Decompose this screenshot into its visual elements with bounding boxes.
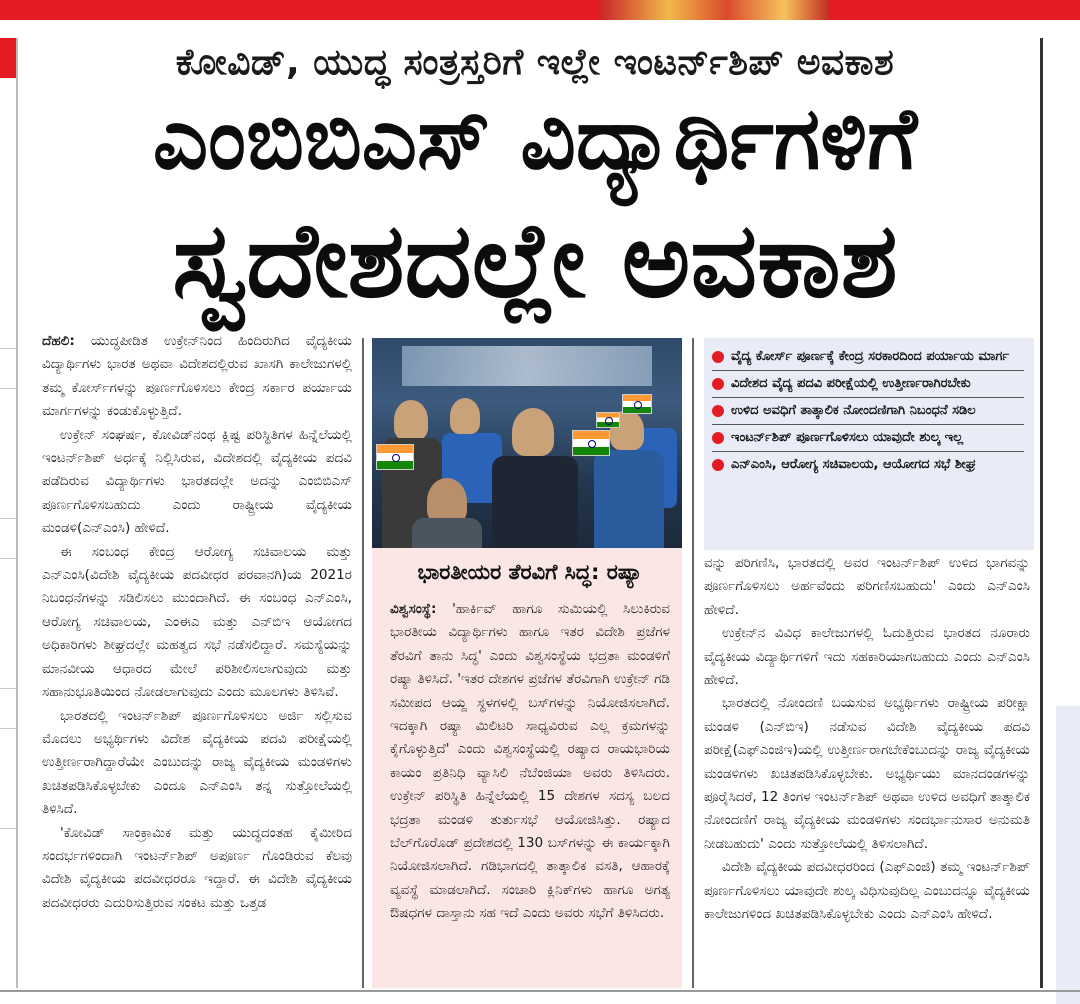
article-paragraph: ವನ್ನು ಪರಿಗಣಿಸಿ, ಭಾರತದಲ್ಲಿ ಅವರ ಇಂಟರ್ನ್‌ಶಿಪ್ ಉಳಿದ ಭಾಗವನ್ನು ಪೂರ್ಣಗೊಳಿಸಲು ಅರ್ಹವೆಂದು ಪರಿಗಣಿಸಬಹುದು' ಎಂದು ಎನ್‌ಎಂಸಿ ಹೇಳಿದೆ. — [704, 555, 1030, 618]
main-article — [42, 330, 352, 915]
indian-flag-icon — [572, 430, 610, 456]
page-bottom-rule — [0, 990, 1080, 992]
column-divider — [692, 338, 694, 988]
highlight-item: ಉಳಿದ ಅವಧಿಗೆ ತಾತ್ಕಾಲಿಕ ನೋಂದಣಿಗಾಗಿ ನಿಬಂಧನೆ ಸಡಿಲ — [712, 398, 1024, 425]
article-paragraph: ಭಾರತದಲ್ಲಿ ಇಂಟರ್ನ್‌ಶಿಪ್ ಪೂರ್ಣಗೊಳಿಸಲು ಅರ್ಜಿ ಸಲ್ಲಿಸುವ ಮೊದಲು ಅಭ್ಯರ್ಥಿಗಳು ವಿದೇಶ ವೈದ್ಯಕೀಯ ಪದವಿ ಪರೀಕ್ಷೆಯಲ್ಲಿ ಉತ್ತೀರ್ಣರಾಗಿದ್ದಾರೆಯೇ ಎಂಬುದನ್ನು ರಾಜ್ಯ ವೈದ್ಯಕೀಯ ಮಂಡಳಿಗಳು ಖಚಿತಪಡಿಸಿಕೊಳ್ಳಬೇಕು ಎಂದೂ ಎನ್‌ಎಂಸಿ ತನ್ನ ಸುತ್ತೋಲೆಯಲ್ಲಿ ತಿಳಿಸಿದೆ. — [42, 707, 352, 818]
indian-flag-icon — [622, 394, 652, 414]
article-paragraph: ಭಾರತದಲ್ಲಿ ನೋಂದಣಿ ಬಯಸುವ ಅಭ್ಯರ್ಥಿಗಳು ರಾಷ್ಟ್ರೀಯ ಪರೀಕ್ಷಾ ಮಂಡಳಿ (ಎನ್‌ಬಿಇ) ನಡೆಸುವ ವಿದೇಶಿ ವೈದ್ಯಕೀಯ ಪದವಿ ಪರೀಕ್ಷೆ(ಎಫ್‌ಎಂಜಿಇ)ಯಲ್ಲಿ ಉತ್ತೀರ್ಣರಾಗಬೇಕೆಂಬುದನ್ನು ರಾಜ್ಯ ವೈದ್ಯಕೀಯ ಮಂಡಳಿಗಳು ಖಚಿತಪಡಿಸಿಕೊಳ್ಳಬೇಕು. ಅಭ್ಯರ್ಥಿಯು ಮಾನದಂಡಗಳನ್ನು ಪೂರೈಸಿದರೆ, 12 ತಿಂಗಳ ಇಂಟರ್ನ್‌ಶಿಪ್ ಅಥವಾ ಉಳಿದ ಅವಧಿಗೆ ತಾತ್ಕಾಲಿಕ ನೋಂದಣಿಗೆ ರಾಜ್ಯ ವೈದ್ಯಕೀಯ ಮಂಡಳಿಗಳು ಸಂದರ್ಭಾನುಸಾರ ಅನುಮತಿ ನೀಡಬಹುದು' ಎಂದು ಸುತ್ತೋಲೆಯಲ್ಲಿ ತಿಳಿಸಲಾಗಿದೆ. — [704, 695, 1031, 852]
adjacent-panel — [1056, 706, 1080, 1004]
bullet-dot-icon — [712, 351, 724, 363]
sidebar-dateline: ವಿಶ್ವಸಂಸ್ಥೆ: — [390, 601, 437, 617]
adjacent-color-block — [0, 38, 16, 78]
highlight-item: ಎನ್‌ಎಂಸಿ, ಆರೋಗ್ಯ ಸಚಿವಾಲಯ, ಆಯೋಗದ ಸಭೆ ಶೀಘ್ರ — [712, 452, 1024, 478]
highlight-item: ವೈದ್ಯ ಕೋರ್ಸ್ ಪೂರ್ಣಕ್ಕೆ ಕೇಂದ್ರ ಸರಕಾರದಿಂದ ಪರ್ಯಾಯ ಮಾರ್ಗ — [712, 344, 1024, 371]
adjacent-column-right — [1044, 38, 1080, 988]
bullet-dot-icon — [712, 378, 724, 390]
column-divider — [362, 338, 364, 988]
column-divider — [1040, 38, 1043, 988]
news-photo-bus-students — [372, 338, 682, 548]
sidebar-title: ಭಾರತೀಯರ ತೆರವಿಗೆ ಸಿದ್ಧ: ರಷ್ಯಾ — [417, 560, 643, 584]
indian-flag-icon — [376, 444, 414, 470]
bullet-dot-icon — [712, 459, 724, 471]
article-paragraph: ವಿದೇಶಿ ವೈದ್ಯಕೀಯ ಪದವೀಧರರಿಂದ (ಎಫ್‌ಎಂಜಿ) ತಮ್ಮ ಇಂಟರ್ನ್‌ಶಿಪ್ ಪೂರ್ಣಗೊಳಿಸಲು ಯಾವುದೇ ಶುಲ್ಕ ವಿಧಿಸುವುದಿಲ್ಲ ಎಂಬುದನ್ನೂ ವೈದ್ಯಕೀಯ ಕಾಲೇಜುಗಳಿಂದ ಖಚಿತಪಡಿಸಿಕೊಳ್ಳಬೇಕು ಎಂದು ಎನ್‌ಎಂಸಿ ಹೇಳಿದೆ. — [704, 859, 1030, 923]
article-paragraph: ಉಕ್ರೇನ್‌ನ ವಿವಿಧ ಕಾಲೇಜುಗಳಲ್ಲಿ ಓದುತ್ತಿರುವ ಭಾರತದ ನೂರಾರು ವೈದ್ಯಕೀಯ ವಿದ್ಯಾರ್ಥಿಗಳಿಗೆ ಇದು ಸಹಕಾರಿಯಾಗಬಹುದು ಎಂದು ಎನ್‌ಎಂಸಿ ಹೇಳಿದೆ. — [704, 625, 1030, 689]
dateline: ದೆಹಲಿ: — [42, 333, 75, 349]
bullet-dot-icon — [712, 405, 724, 417]
adjacent-column-left — [0, 38, 18, 988]
masthead-photo — [600, 0, 830, 20]
highlight-item: ಇಂಟರ್ನ್‌ಶಿಪ್ ಪೂರ್ಣಗೊಳಿಸಲು ಯಾವುದೇ ಶುಲ್ಕ ಇಲ್ಲ — [712, 425, 1024, 452]
sidebar-article — [390, 598, 670, 926]
masthead-strip — [0, 0, 1080, 20]
main-headline-line-2: ಸ್ವದೇಶದಲ್ಲೇ ಅವಕಾಶ — [172, 199, 898, 321]
main-headline-line-1: ಎಂಬಿಬಿಎಸ್ ವಿದ್ಯಾರ್ಥಿಗಳಿಗೆ — [152, 89, 918, 189]
kicker-headline: ಕೋವಿಡ್, ಯುದ್ಧ ಸಂತ್ರಸ್ತರಿಗೆ ಇಲ್ಲೇ ಇಂಟರ್ನ್‌ಶಿಪ್ ಅವಕಾಶ — [175, 42, 895, 83]
highlights-box — [704, 338, 1034, 550]
sidebar-text: 'ಹಾರ್ಕಿವ್ ಹಾಗೂ ಸುಮಿಯಲ್ಲಿ ಸಿಲುಕಿರುವ ಭಾರತೀಯ ವಿದ್ಯಾರ್ಥಿಗಳು ಹಾಗೂ ಇತರ ವಿದೇಶಿ ಪ್ರಜೆಗಳ ತೆರವಿಗೆ ತಾನು ಸಿದ್ಧ' ಎಂದು ವಿಶ್ವಸಂಸ್ಥೆಯ ಭದ್ರತಾ ಮಂಡಳಿಗೆ ರಷ್ಯಾ ತಿಳಿಸಿದೆ. 'ಇತರ ದೇಶಗಳ ಪ್ರಜೆಗಳ ತೆರವಿಗಾಗಿ ಉಕ್ರೇನ್ ಗಡಿ ಸಮೀಪದ ಆಯ್ದ ಸ್ಥಳಗಳಲ್ಲಿ ಬಸ್‌ಗಳನ್ನು ನಿಯೋಜಿಸಲಾಗಿದೆ. ಇದಕ್ಕಾಗಿ ರಷ್ಯಾ ಮಿಲಿಟರಿ ಸಾಧ್ಯವಿರುವ ಎಲ್ಲ ಕ್ರಮಗಳನ್ನು ಕೈಗೊಳ್ಳುತ್ತಿದೆ' ಎಂದು ವಿಶ್ವಸಂಸ್ಥೆಯಲ್ಲಿ ರಷ್ಯಾದ ರಾಯಭಾರಿಯ ಕಾಯಂ ಪ್ರತಿನಿಧಿ ವ್ಯಾಸಿಲಿ ನೆಬೆಂಜಿಯಾ ಅವರು ತಿಳಿಸಿದರು. ಉಕ್ರೇನ್ ಪರಿಸ್ಥಿತಿ ಹಿನ್ನೆಲೆಯಲ್ಲಿ 15 ದೇಶಗಳ ಸದಸ್ಯ ಬಲದ ಭದ್ರತಾ ಮಂಡಳಿ ತುರ್ತುಸಭೆ ಆಯೋಜಿಸಿತ್ತು. ರಷ್ಯಾದ ಬೆಲ್‌ಗೊರೊಡ್ ಪ್ರದೇಶದಲ್ಲಿ 130 ಬಸ್‌ಗಳನ್ನು ಈ ಕಾರ್ಯಕ್ಕಾಗಿ ನಿಯೋಜಿಸಲಾಗಿದೆ. ಗಡಿಭಾಗದಲ್ಲಿ ತಾತ್ಕಾಲಿಕ ವಸತಿ, ಆಹಾರಕ್ಕೆ ವ್ಯವಸ್ಥೆ ಮಾಡಲಾಗಿದೆ. ಸಂಚಾರಿ ಕ್ಲಿನಿಕ್‌ಗಳು ಹಾಗೂ ಅಗತ್ಯ ಔಷಧಗಳ ದಾಸ್ತಾನು ಸಹ ಇದೆ ಎಂದು ಅವರು ಸಭೆಗೆ ತಿಳಿಸಿದರು. — [390, 601, 670, 922]
indian-flag-icon — [596, 412, 620, 428]
bullet-dot-icon — [712, 432, 724, 444]
article-paragraph: ಈ ಸಂಬಂಧ ಕೇಂದ್ರ ಆರೋಗ್ಯ ಸಚಿವಾಲಯ ಮತ್ತು ಎನ್‌ಎಂಸಿ(ವಿದೇಶಿ ವೈದ್ಯಕೀಯ ಪದವೀಧರ ಪರವಾನಗಿ)ಯ 2021ರ ನಿಬಂಧನೆಗಳನ್ನು ಸಡಿಲಿಸಲು ಮುಂದಾಗಿದೆ. ಈ ಸಂಬಂಧ ಎನ್‌ಎಂಸಿ, ಆರೋಗ್ಯ ಸಚಿವಾಲಯ, ಎಂಈಎ ಮತ್ತು ಎನ್‌ಬಿಇ ಆಯೋಗದ ಅಧಿಕಾರಿಗಳು ಶೀಘ್ರದಲ್ಲೇ ಮಹತ್ವದ ಸಭೆ ನಡೆಸಲಿದ್ದಾರೆ. ಸಮಸ್ಯೆಯನ್ನು ಮಾನವೀಯ ಆಧಾರದ ಮೇಲೆ ಪರಿಶೀಲಿಸಲಾಗುವುದು ಮತ್ತು ಸಹಾನುಭೂತಿಯಿಂದ ನೋಡಲಾಗುವುದು ಎಂದು ಮೂಲಗಳು ತಿಳಿಸಿವೆ. — [42, 543, 352, 701]
article-paragraph: 'ಕೋವಿಡ್ ಸಾಂಕ್ರಾಮಿಕ ಮತ್ತು ಯುದ್ಧದಂತಹ ಕೈಮೀರಿದ ಸಂದರ್ಭಗಳಿಂದಾಗಿ ಇಂಟರ್ನ್‌ಶಿಪ್ ಅಪೂರ್ಣ ಗೊಂಡಿರುವ ಕೆಲವು ವಿದೇಶಿ ವೈದ್ಯಕೀಯ ಪದವೀಧರರೂ ಇದ್ದಾರೆ. ಈ ವಿದೇಶಿ ವೈದ್ಯಕೀಯ ಪದವೀಧರರು ಎದುರಿಸುತ್ತಿರುವ ಸಂಕಟ ಮತ್ತು ಒತ್ತಡ — [42, 824, 352, 911]
article-continuation — [704, 552, 1030, 927]
article-paragraph: ದೆಹಲಿ: ಯುದ್ಧಪೀಡಿತ ಉಕ್ರೇನ್‌ನಿಂದ ಹಿಂದಿರುಗಿದ ವೈದ್ಯಕೀಯ ವಿದ್ಯಾರ್ಥಿಗಳು ಭಾರತ ಅಥವಾ ವಿದೇಶದಲ್ಲಿರುವ ಖಾಸಗಿ ಕಾಲೇಜುಗಳಲ್ಲಿ ತಮ್ಮ ಕೋರ್ಸ್‌ಗಳನ್ನು ಪೂರ್ಣಗೊಳಿಸಲು ಕೇಂದ್ರ ಸರ್ಕಾರ ಪರ್ಯಾಯ ಮಾರ್ಗಗಳನ್ನು ಕಂಡುಕೊಳ್ಳುತ್ತಿದೆ. — [42, 333, 353, 420]
article-paragraph: ಉಕ್ರೇನ್ ಸಂಘರ್ಷ, ಕೋವಿಡ್‌ನಂಥ ಕ್ಲಿಷ್ಟ ಪರಿಸ್ಥಿತಿಗಳ ಹಿನ್ನೆಲೆಯಲ್ಲಿ ಇಂಟರ್ನ್‌ಶಿಪ್ ಅರ್ಧಕ್ಕೆ ನಿಲ್ಲಿಸಿರುವ, ವಿದೇಶದಲ್ಲಿ ವೈದ್ಯಕೀಯ ಪದವಿ ಪಡೆದಿರುವ ವಿದ್ಯಾರ್ಥಿಗಳು ಭಾರತದಲ್ಲೇ ಅದನ್ನು ಎಂಬಿಬಿಎಸ್ ಪೂರ್ಣಗೊಳಿಸಬಹುದು ಎಂದು ರಾಷ್ಟ್ರೀಯ ವೈದ್ಯಕೀಯ ಮಂಡಳಿ(ಎನ್‌ಎಂಸಿ) ಹೇಳಿದೆ. — [42, 426, 352, 537]
highlight-item: ವಿದೇಶದ ವೈದ್ಯ ಪದವಿ ಪರೀಕ್ಷೆಯಲ್ಲಿ ಉತ್ತೀರ್ಣರಾಗಿರಬೇಕು — [712, 371, 1024, 398]
